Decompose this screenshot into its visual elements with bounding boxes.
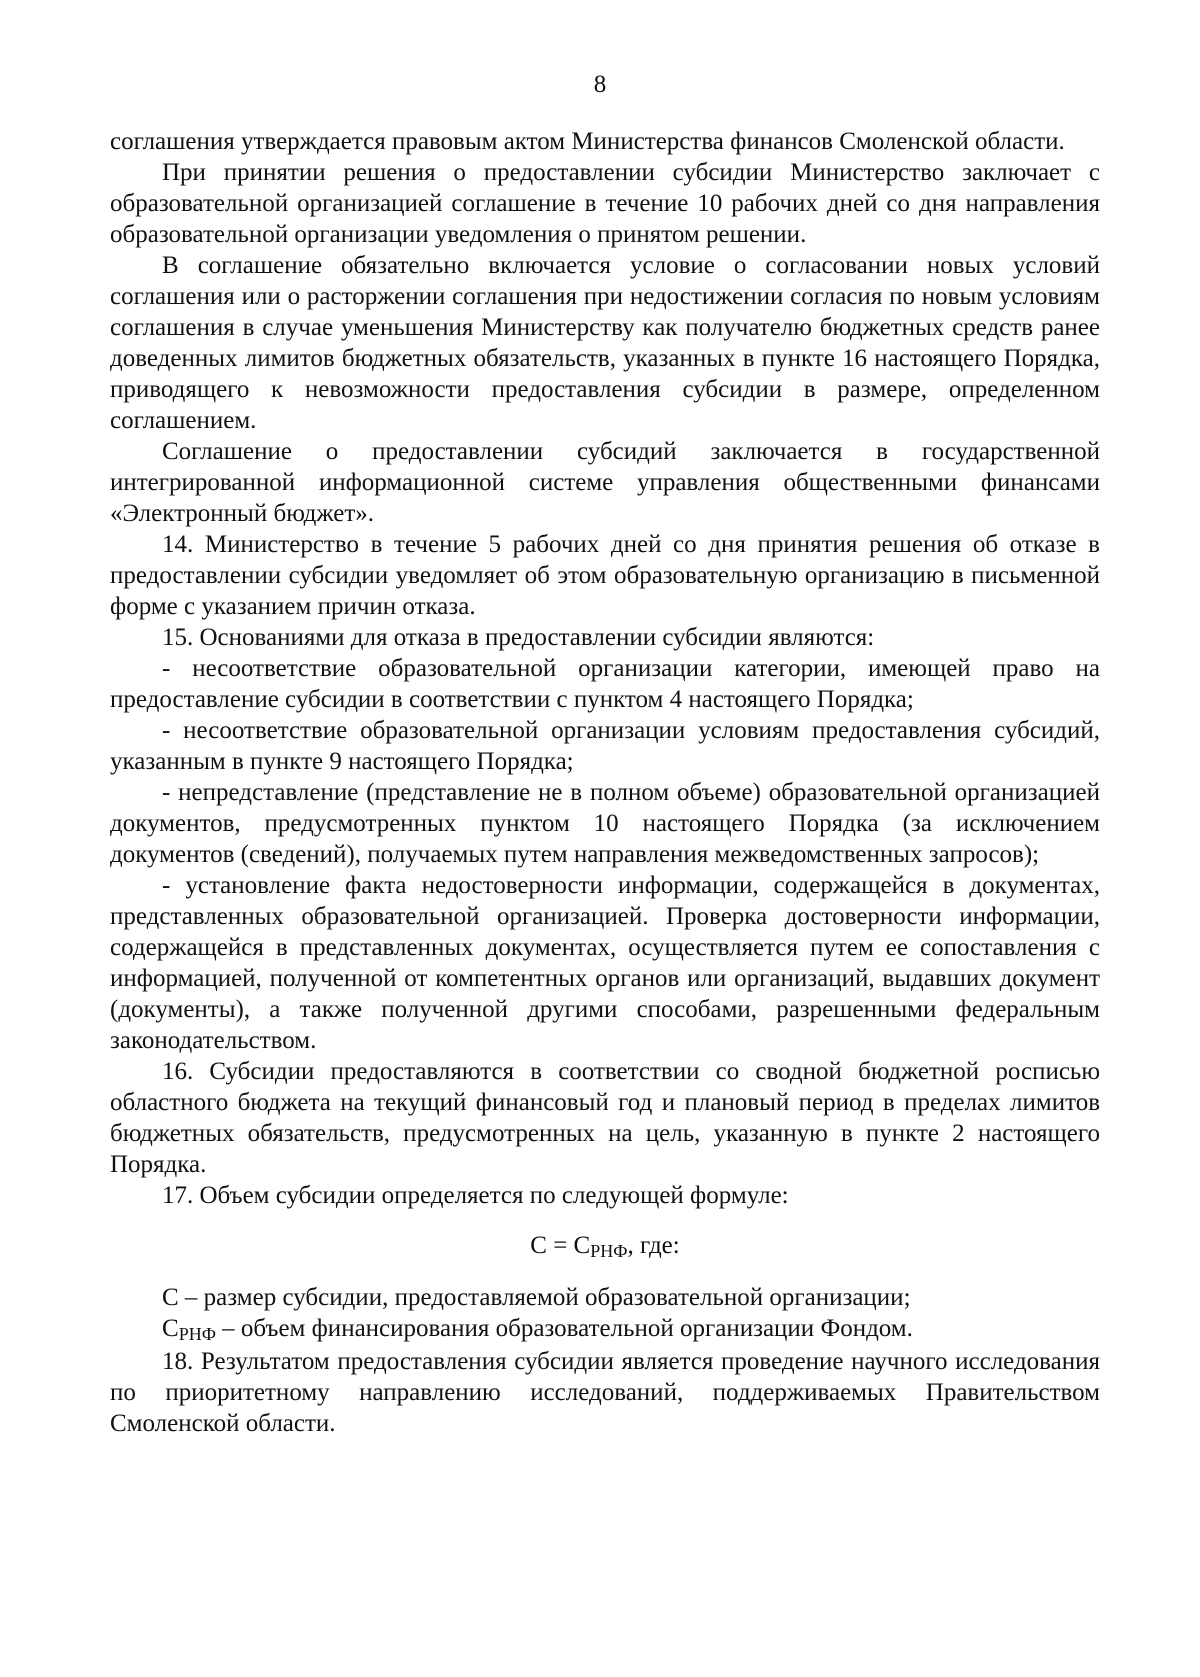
paragraph: соглашения утверждается правовым актом Министерства финансов Смоленской области.: [110, 128, 1065, 155]
paragraph-item-16: 16. Субсидии предоставляются в соответствии со сводной бюджетной росписью областного бюджета на текущий финансовый год и плановый период в пределах лимитов бюджетных обязательств, предусмотренных на цель, указанную в пункте 2 настоящего Порядка.: [110, 1058, 1100, 1178]
definition-text: – объем финансирования образовательной организации Фондом.: [215, 1315, 913, 1342]
paragraph-item-14: 14. Министерство в течение 5 рабочих дней со дня принятия решения об отказе в предоставлении субсидии уведомляет об этом образовательную организацию в письменной форме с указанием причин отказа.: [110, 531, 1100, 620]
definition-symbol: С: [162, 1315, 179, 1342]
paragraph-item-18: 18. Результатом предоставления субсидии является проведение научного исследования по приоритетному направлению исследований, поддерживаемых Правительством Смоленской области.: [110, 1348, 1100, 1437]
paragraph: В соглашение обязательно включается условие о согласовании новых условий соглашения или о расторжении соглашения при недостижении согласия по новым условиям соглашения в случае уменьшения Министерству как получателю бюджетных средств ранее доведенных лимитов бюджетных обязательств, указанных в пункте 16 настоящего Порядка, приводящего к невозможности предоставления субсидии в размере, определенном соглашением.: [110, 252, 1100, 434]
paragraph: При принятии решения о предоставлении субсидии Министерство заключает с образовательной организацией соглашение в течение 10 рабочих дней со дня направления образовательной организации уведомления о принятом решении.: [110, 159, 1100, 248]
formula-left: С = С: [530, 1232, 591, 1259]
definition-c-rnf: [110, 1313, 1100, 1346]
list-item: - несоответствие образовательной организации категории, имеющей право на предоставление субсидии в соответствии с пунктом 4 настоящего Порядка;: [110, 655, 1100, 713]
document-body: [110, 126, 1100, 1439]
paragraph-item-17: 17. Объем субсидии определяется по следующей формуле:: [162, 1182, 789, 1209]
formula-subscript: РНФ: [590, 1241, 628, 1261]
definition-subscript: РНФ: [178, 1324, 216, 1344]
list-item: - непредставление (представление не в полном объеме) образовательной организацией документов, предусмотренных пунктом 10 настоящего Порядка (за исключением документов (сведений), получаемых путем направления межведомственных запросов);: [110, 779, 1100, 868]
paragraph-item-15: 15. Основаниями для отказа в предоставлении субсидии являются:: [162, 624, 875, 651]
paragraph: Соглашение о предоставлении субсидий заключается в государственной интегрированной информационной системе управления общественными финансами «Электронный бюджет».: [110, 438, 1100, 527]
list-item: - установление факта недостоверности информации, содержащейся в документах, представленных образовательной организацией. Проверка достоверности информации, содержащейся в представленных документах, осуществляется путем ее сопоставления с информацией, полученной от компетентных органов или организаций, выдавших документ (документы), а также полученной другими способами, разрешенными федеральным законодательством.: [110, 872, 1100, 1054]
definition-c: С – размер субсидии, предоставляемой образовательной организации;: [162, 1284, 911, 1311]
list-item: - несоответствие образовательной организации условиям предоставления субсидий, указанным в пункте 9 настоящего Порядка;: [110, 717, 1100, 775]
page-number: 8: [593, 71, 607, 98]
formula: [110, 1229, 1100, 1264]
formula-tail: , где:: [627, 1232, 680, 1259]
